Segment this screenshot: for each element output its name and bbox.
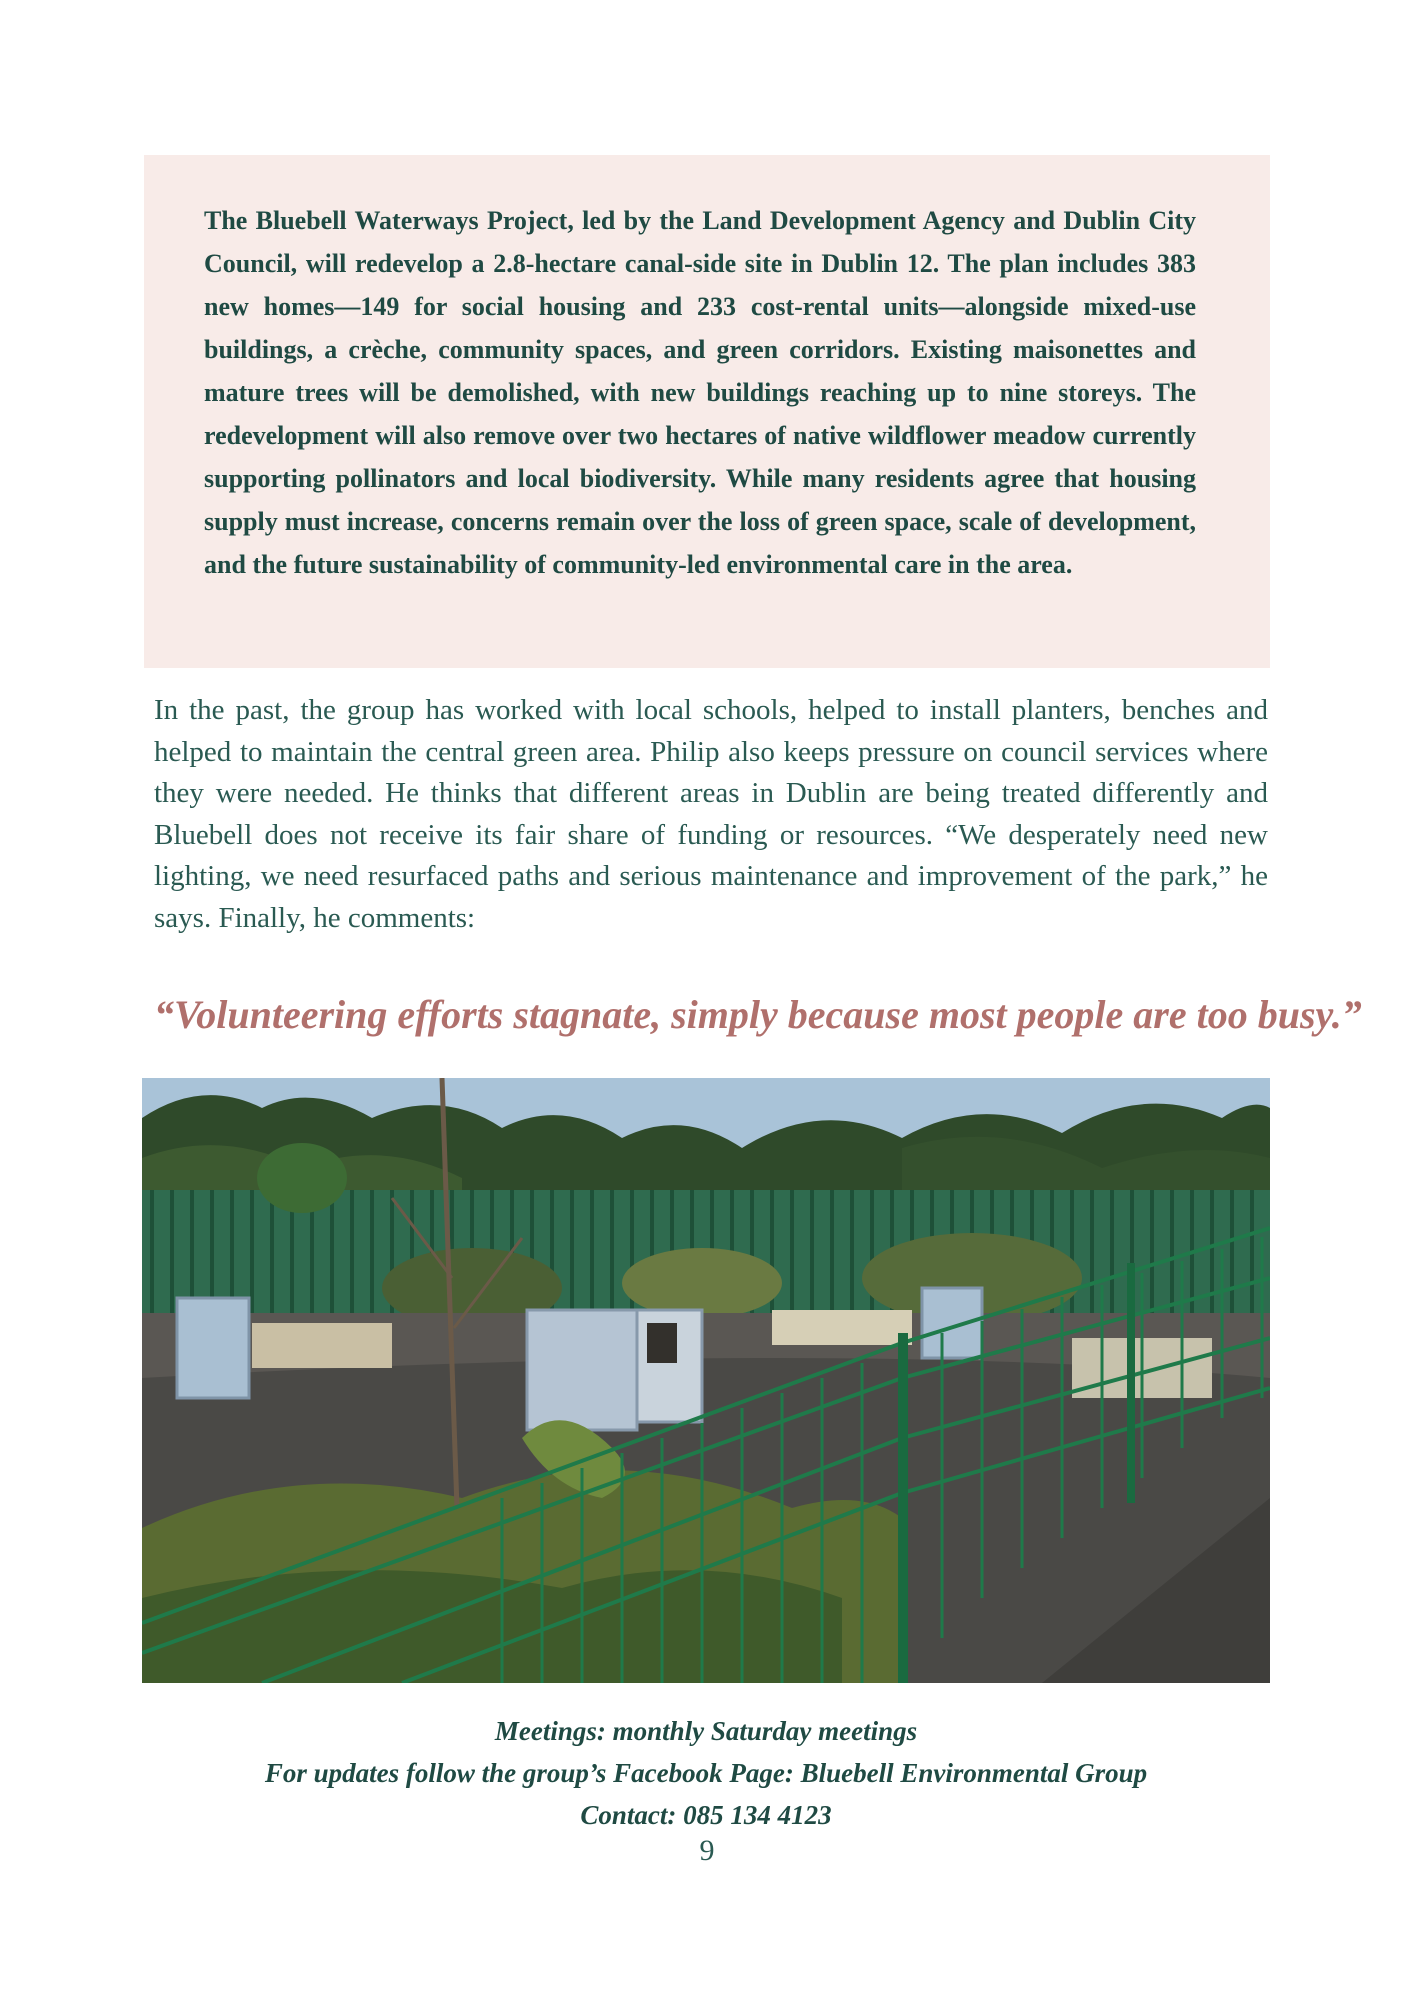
garden-photo-illustration (142, 1078, 1270, 1683)
contact-line: Contact: 085 134 4123 (580, 1800, 832, 1830)
pull-quote: “Volunteering efforts stagnate, simply because most people are too busy.” (154, 992, 1362, 1037)
callout-text: The Bluebell Waterways Project, led by the Land Development Agency and Dublin City Council, will redevelop a 2.8-hectare canal-side site in Dublin 12. The plan includes 383 new homes—149 for social housing and 233 cost-rental units—alongside mixed-use buildings, a crèche, community spaces, and green corridors. Existing maisonettes and mature trees will be demolished, with new buildings reaching up to nine storeys. The redevelopment will also remove over two hectares of native wildflower meadow currently supporting pollinators and local biodiversity. While many residents agree that housing supply must increase, concerns remain over the loss of green space, scale of development, and the future sustainability of community-led environmental care in the area. (204, 206, 1196, 579)
meetings-line: Meetings: monthly Saturday meetings (494, 1716, 918, 1746)
updates-line: For updates follow the group’s Facebook Page: Bluebell Environmental Group (264, 1758, 1148, 1788)
body-paragraph: In the past, the group has worked with local schools, helped to install planters, benches and helped to maintain the central green area. Philip also keeps pressure on council services where they were needed. He thinks that different areas in Dublin are being treated differently and Bluebell does not receive its fair share of funding or resources. “We desperately need new lighting, we need resurfaced paths and serious maintenance and improvement of the park,” he says. Finally, he comments: (154, 694, 1268, 934)
page-number: 9 (699, 1834, 715, 1867)
group-info (142, 1710, 1270, 1836)
community-garden-photo (142, 1078, 1270, 1683)
info-callout-box (144, 155, 1270, 668)
